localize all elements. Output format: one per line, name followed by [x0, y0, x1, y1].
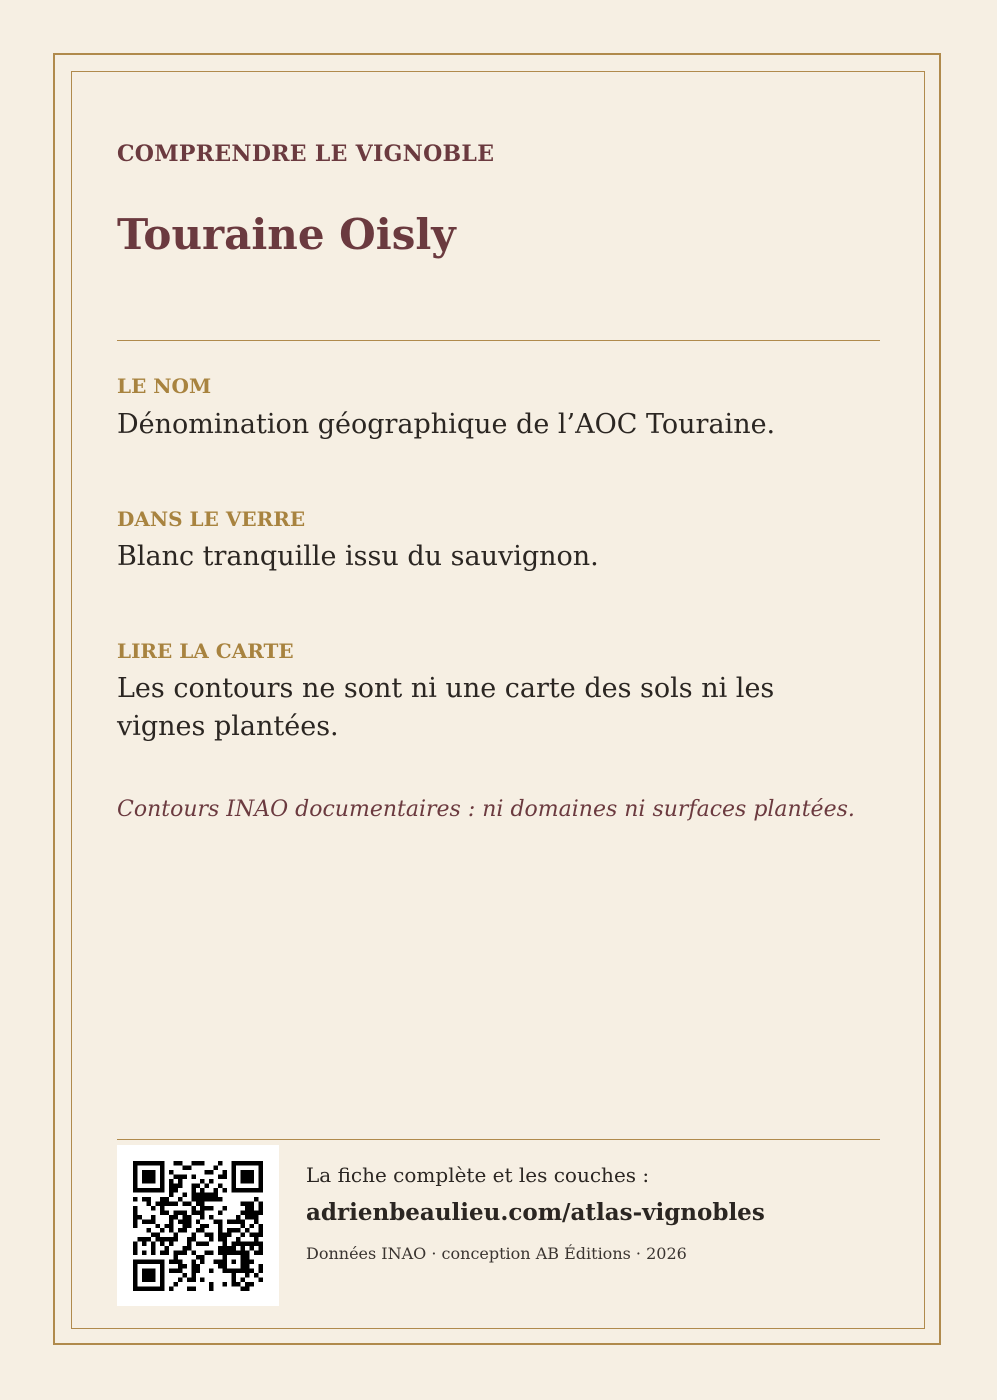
- section-label-glass: DANS LE VERRE: [117, 507, 306, 531]
- qr-code-icon: [133, 1161, 263, 1291]
- footer-divider: [117, 1139, 880, 1140]
- section-text-name: Dénomination géographique de l’AOC Touraine.: [117, 409, 776, 440]
- source-note: Contours INAO documentaires : ni domaines ni surfaces plantées.: [117, 797, 855, 822]
- page-title: Touraine Oisly: [117, 210, 456, 259]
- footer-url-link[interactable]: adrienbeaulieu.com/atlas-vignobles: [306, 1199, 765, 1226]
- qr-code[interactable]: [117, 1145, 279, 1306]
- section-label-name: LE NOM: [117, 374, 212, 398]
- footer-lead-text: La fiche complète et les couches :: [306, 1163, 650, 1187]
- header-divider: [117, 340, 880, 341]
- section-text-map: Les contours ne sont ni une carte des sols ni les vignes plantées.: [117, 673, 775, 742]
- section-text-glass: Blanc tranquille issu du sauvignon.: [117, 541, 599, 572]
- footer-credit: Données INAO · conception AB Éditions · 2026: [306, 1244, 687, 1263]
- section-label-map: LIRE LA CARTE: [117, 639, 294, 663]
- kicker-label: COMPRENDRE LE VIGNOBLE: [117, 141, 495, 167]
